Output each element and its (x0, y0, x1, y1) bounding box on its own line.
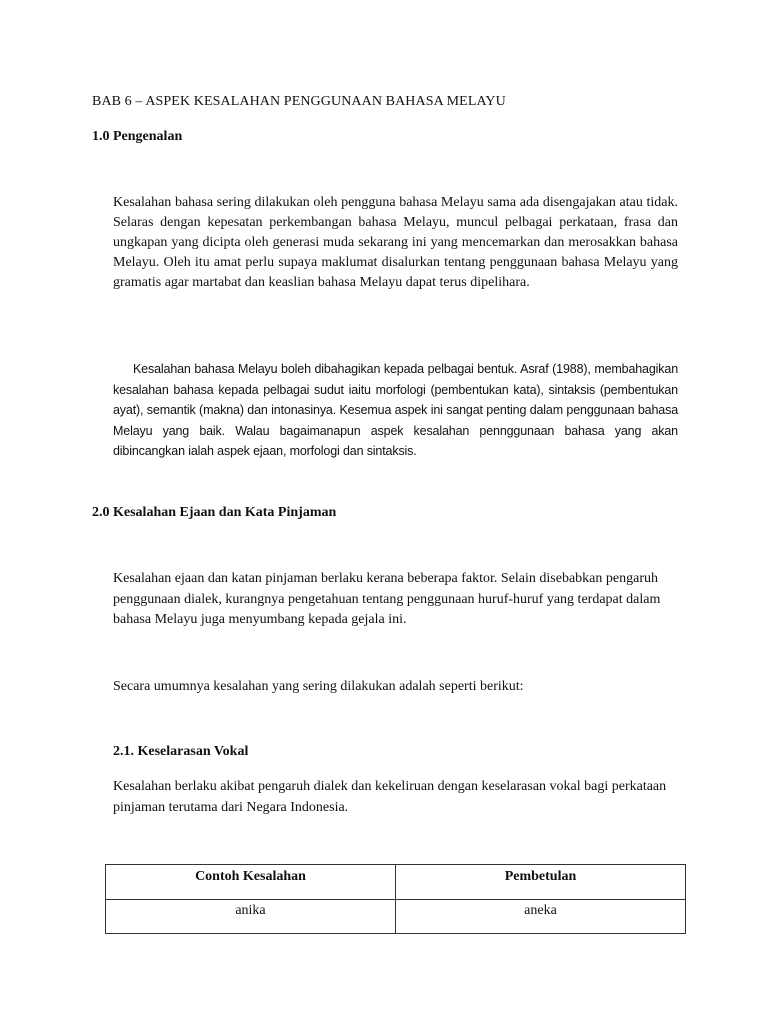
subsection-2-1-title: 2.1. Keselarasan Vokal (113, 744, 249, 759)
section-1-paragraph-1: Kesalahan bahasa sering dilakukan oleh pengguna bahasa Melayu sama ada disengajakan atau tidak. Selaras dengan kepesatan perkembangan bahasa Melayu, muncul pelbagai perkataan, frasa dan ungkapan yang dicipta oleh generasi muda sekarang ini yang mencemarkan dan merosakkan bahasa Melayu. Oleh itu amat perlu supaya maklumat disalurkan tentang penggunaan bahasa Melayu yang gramatis agar martabat dan keaslian bahasa Melayu dapat terus dipelihara. (113, 195, 678, 290)
table-row (106, 900, 686, 934)
section-1-title: 1.0 Pengenalan (92, 129, 183, 144)
section-1-paragraph-2: Kesalahan bahasa Melayu boleh dibahagikan kepada pelbagai bentuk. Asraf (1988), membahagikan kesalahan bahasa kepada pelbagai sudut iaitu morfologi (pembentukan kata), sintaksis (pembentukan ayat), semantik (makna) dan intonasinya. Kesemua aspek ini sangat penting dalam penggunaan bahasa Melayu yang baik. Walau bagaimanapun aspek kesalahan pennggunaan bahasa yang akan dibincangkan ialah aspek ejaan, morfologi dan sintaksis. (113, 362, 678, 458)
chapter-title: BAB 6 – ASPEK KESALAHAN PENGGUNAAN BAHASA MELAYU (92, 94, 506, 109)
table-cell-correction: aneka (396, 900, 686, 934)
section-2-title: 2.0 Kesalahan Ejaan dan Kata Pinjaman (92, 505, 337, 520)
subsection-2-1-paragraph: Kesalahan berlaku akibat pengaruh dialek dan kekeliruan dengan keselarasan vokal bagi perkataan pinjaman terutama dari Negara Indonesia. (113, 779, 667, 815)
table-header-row (106, 865, 686, 900)
table-cell-error: anika (106, 900, 396, 934)
section-2-paragraph-2: Secara umumnya kesalahan yang sering dilakukan adalah seperti berikut: (113, 679, 524, 694)
example-table (105, 864, 686, 934)
table-header-correction: Pembetulan (396, 865, 686, 900)
table-header-error-example: Contoh Kesalahan (106, 865, 396, 900)
section-2-paragraph-1: Kesalahan ejaan dan katan pinjaman berlaku kerana beberapa faktor. Selain disebabkan pengaruh penggunaan dialek, kurangnya pengetahuan tentang penggunaan huruf-huruf yang terdapat dalam bahasa Melayu juga menyumbang kepada gejala ini. (113, 571, 661, 627)
